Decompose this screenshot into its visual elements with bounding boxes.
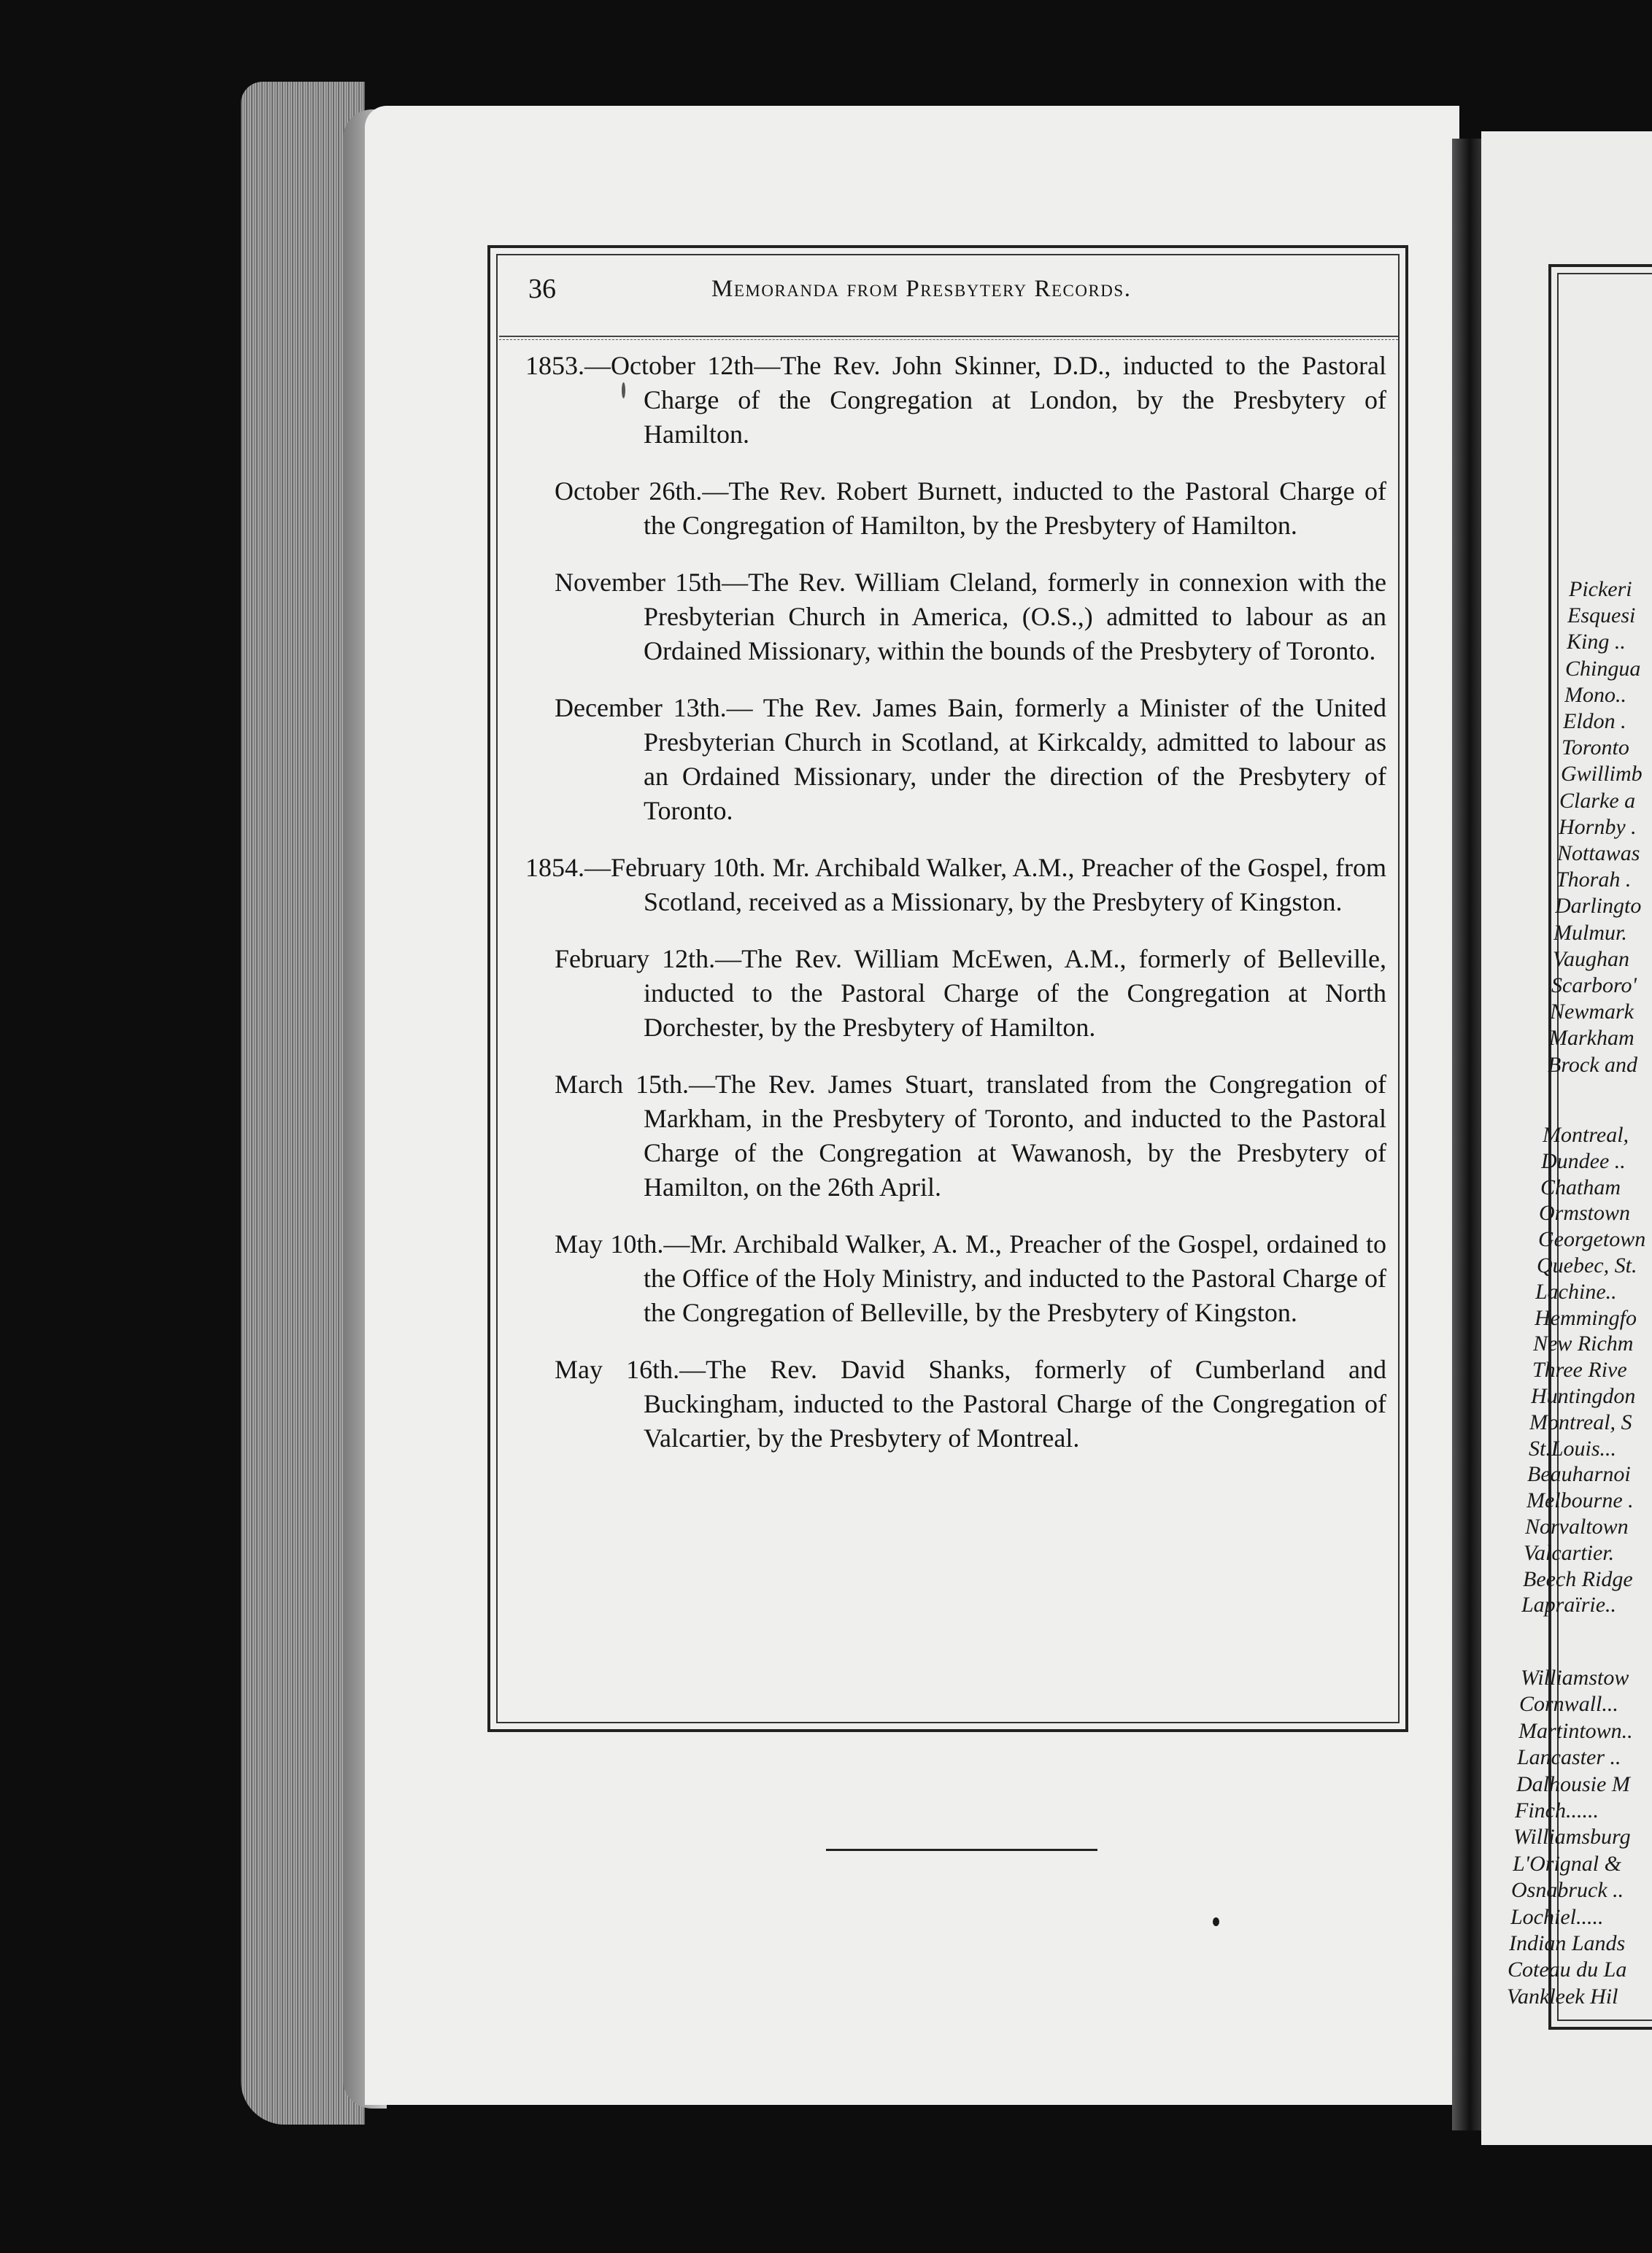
end-rule [826, 1849, 1097, 1851]
right-page-list-item: Chingua [1565, 656, 1641, 681]
right-page-list-item: Clarke a [1559, 788, 1636, 813]
entry-sub: March 15th.—The Rev. James Stuart, translated from the Congregation of Markham, in the Presbytery of Toronto, and inducted to the Pastoral Charge of the Congregation at Wawanosh, by the Presbytery of Hamilton, on the 26th April. [555, 1070, 1386, 1202]
entry-sub: May 16th.—The Rev. David Shanks, formerly of Cumberland and Buckingham, inducted to the Pastoral Charge of the Congregation of Valcartier, by the Presbytery of Montreal. [555, 1355, 1386, 1453]
right-page-list-item: Esquesi [1567, 603, 1636, 628]
right-page-list-item: Gwillimb [1561, 762, 1643, 787]
right-page-list-item: St.Louis... [1529, 1436, 1617, 1461]
right-page-list-item: Hornby . [1559, 814, 1637, 839]
right-page-list-item: Three Rive [1532, 1358, 1627, 1383]
right-page-list-item: Brock and [1548, 1052, 1638, 1077]
running-head [525, 270, 1386, 314]
right-page-list-item: Scarboro' [1551, 973, 1637, 997]
right-page-list-item: Osnabruck .. [1511, 1878, 1624, 1903]
speck [1213, 1917, 1219, 1926]
right-page-list-item: Lachine.. [1535, 1279, 1617, 1304]
right-page-list-item: Mono.. [1564, 682, 1626, 707]
header-rule [499, 336, 1398, 340]
right-page-list-item: L'Orignal & [1513, 1851, 1621, 1876]
right-page-list-item: Indian Lands [1509, 1931, 1626, 1955]
right-page-list-item: Vankleek Hil [1507, 1984, 1618, 2009]
right-page-list-item: Markham [1549, 1026, 1634, 1051]
right-page-list-item: Montreal, [1543, 1123, 1629, 1147]
right-page-list-item: Darlingto [1555, 894, 1642, 919]
entry-year: 1853.—October 12th—The Rev. John Skinner, D.D., inducted to the Pastoral Charge of the Congregation at London, by the Presbytery of Hamilton. [525, 351, 1386, 449]
right-page-list-item: Martintown.. [1518, 1718, 1633, 1743]
right-page-list-item: Dalhousie M [1516, 1771, 1630, 1796]
entry-sub: May 10th.—Mr. Archibald Walker, A. M., Preacher of the Gospel, ordained to the Office of the Holy Ministry, and inducted to the Pastoral Charge of the Congregation of Belleville, by the Presbytery of Kingston. [555, 1229, 1386, 1327]
right-page-list-item: Lochiel..... [1510, 1904, 1604, 1929]
right-page-list-item: Pickeri [1569, 577, 1632, 601]
right-page-list-item: New Richm [1533, 1332, 1634, 1356]
right-page-list-item: Vaughan [1553, 946, 1629, 971]
right-page-list-item: Beech Ridge [1523, 1566, 1633, 1591]
right-page-list-item: Mulmur. [1553, 920, 1627, 945]
right-page-list-item: Williamstow [1521, 1666, 1629, 1690]
entry-sub: February 12th.—The Rev. William McEwen, A.M., formerly of Belleville, inducted to the Pastoral Charge of the Congregation at North Dorchester, by the Presbytery of Hamilton. [555, 944, 1386, 1042]
right-page-list-item: Lancaster .. [1517, 1745, 1621, 1770]
right-page-list-item: Coteau du La [1508, 1958, 1627, 1982]
right-page-list-item: Montreal, S [1529, 1410, 1632, 1434]
right-page-list-item: Newmark [1550, 1000, 1634, 1024]
right-page-list-item: Valcartier. [1524, 1540, 1615, 1565]
right-page-list-item: Dundee .. [1541, 1148, 1626, 1173]
right-page-list-item: Cornwall... [1519, 1692, 1618, 1717]
book-gutter [1452, 139, 1481, 2130]
entry-sub: December 13th.— The Rev. James Bain, formerly a Minister of the United Presbyterian Church in Scotland, at Kirkcaldy, admitted to labour as an Ordained Missionary, under the direction of the Presbytery of Toronto. [555, 693, 1386, 825]
right-page-list-item: Norvaltown [1525, 1515, 1629, 1539]
speck [622, 382, 625, 398]
right-page-list-item: Thorah . [1556, 867, 1632, 892]
right-page-list-item: Finch...... [1515, 1798, 1599, 1823]
entry-sub: October 26th.—The Rev. Robert Burnett, inducted to the Pastoral Charge of the Congregation of Hamilton, by the Presbytery of Hamilton. [555, 476, 1386, 540]
running-head-title: Memoranda from Presbytery Records. [711, 276, 1132, 302]
right-page-list-item: Beauharnoi [1527, 1462, 1631, 1487]
right-page-list-item: Nottawas [1557, 841, 1640, 865]
right-page-list-item: Toronto [1562, 735, 1629, 760]
entry-sub: November 15th—The Rev. William Cleland, formerly in connexion with the Presbyterian Church in America, (O.S.,) admitted to labour as an Ordained Missionary, within the bounds of the Presbytery of Toronto. [555, 568, 1386, 665]
page-number: 36 [528, 274, 556, 304]
right-page-list-item: Melbourne . [1526, 1488, 1634, 1513]
right-page-list-item: Quebec, St. [1537, 1253, 1637, 1278]
right-page-list-item: Georgetown [1538, 1227, 1646, 1252]
right-page-list-item: Ormstown [1539, 1201, 1631, 1226]
entries-list [525, 349, 1386, 1478]
right-page-list-item: King .. [1567, 630, 1626, 654]
right-page-list-item: Williamsburg [1513, 1825, 1631, 1850]
right-page-list-item: Eldon . [1563, 709, 1626, 733]
right-page-list-item: Hemmingfo [1535, 1305, 1637, 1330]
entry-year: 1854.—February 10th. Mr. Archibald Walker, A.M., Preacher of the Gospel, from Scotland, received as a Missionary, by the Presbytery of Kingston. [525, 853, 1386, 916]
right-page-list-item: Chatham [1540, 1175, 1621, 1199]
right-page-list-item: Huntingdon [1531, 1384, 1636, 1408]
right-page-list-item: Lapraïrie.. [1521, 1593, 1617, 1618]
